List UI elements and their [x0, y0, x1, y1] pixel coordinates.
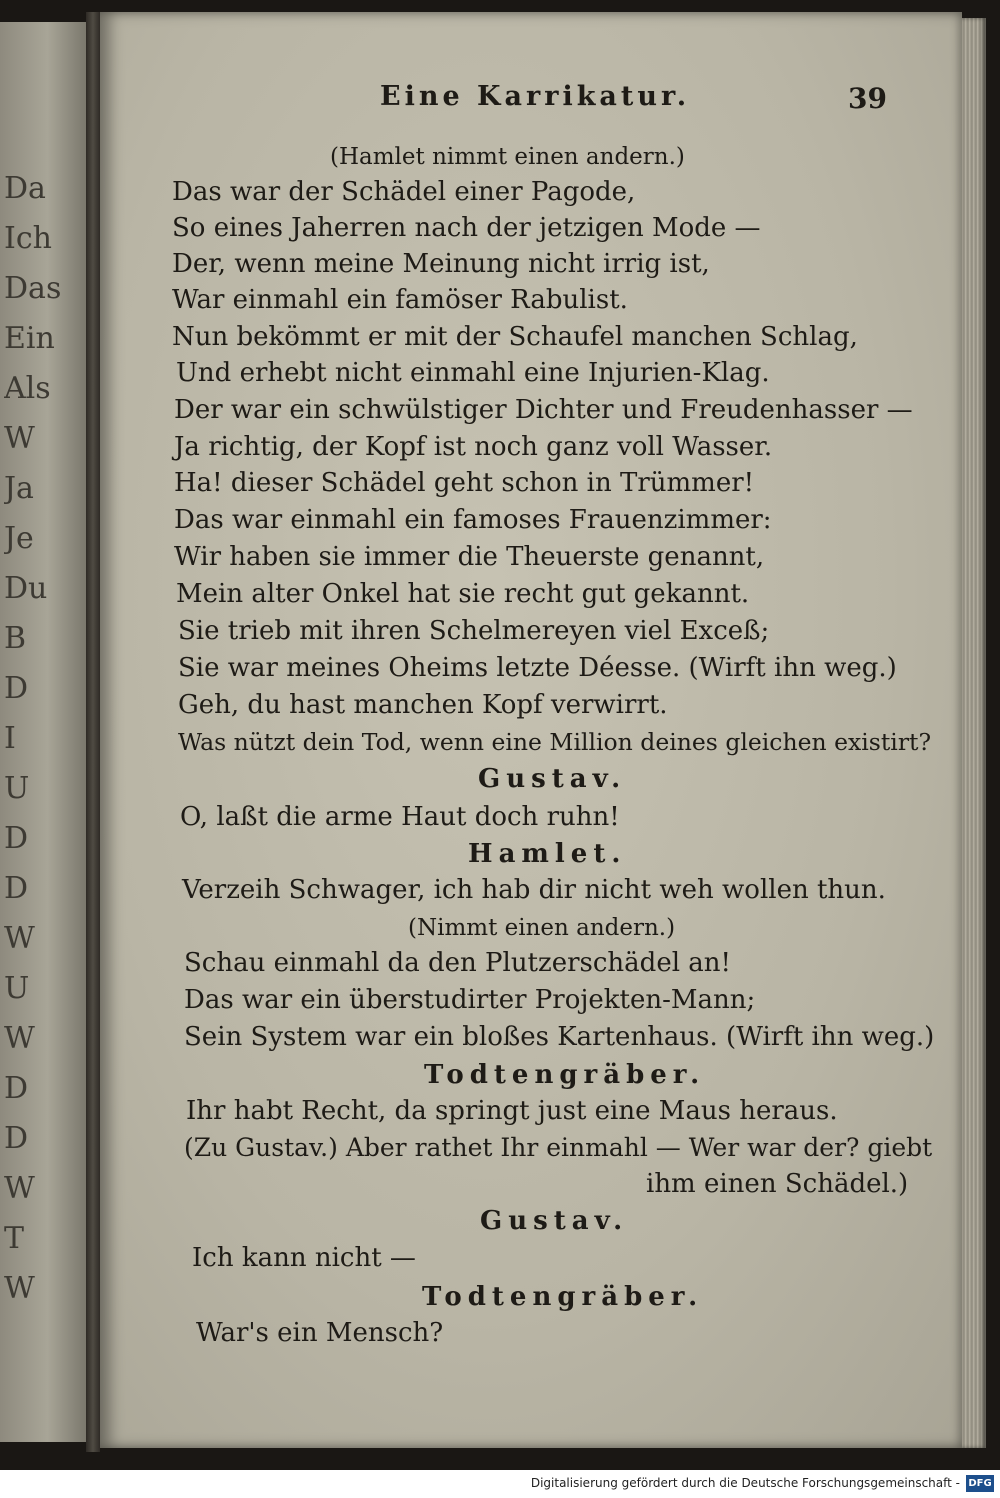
verse-line: O, laßt die arme Haut doch ruhn! [180, 802, 620, 832]
left-page-mark: W [4, 1172, 35, 1206]
speaker-name: Gustav. [480, 1206, 629, 1236]
verse-line: Das war einmahl ein famoses Frauenzimmer: [174, 505, 772, 535]
left-page-mark: D [4, 1122, 29, 1156]
page-number: 39 [848, 82, 887, 115]
verse-line: Verzeih Schwager, ich hab dir nicht weh wollen thun. [182, 875, 886, 905]
verse-line: Das war ein überstudirter Projekten-Mann; [184, 985, 756, 1015]
verse-line: Mein alter Onkel hat sie recht gut gekannt. [176, 579, 750, 609]
verse-line: Ja richtig, der Kopf ist noch ganz voll Wasser. [174, 432, 773, 462]
verse-line: Sie trieb mit ihren Schelmereyen viel Exceß; [178, 616, 770, 646]
verse-line: Was nützt dein Tod, wenn eine Million deines gleichen existirt? [178, 728, 932, 756]
stage-direction: (Hamlet nimmt einen andern.) [330, 144, 685, 170]
left-page-mark: D [4, 822, 29, 856]
left-page-mark: W [4, 422, 35, 456]
verse-line: Ich kann nicht — [192, 1243, 416, 1273]
funding-credit: Digitalisierung gefördert durch die Deutsche Forschungsgemeinschaft - [530, 1476, 960, 1490]
left-page-mark: I [4, 722, 16, 756]
left-page-mark: B [4, 622, 27, 656]
verse-line: Und erhebt nicht einmahl eine Injurien-Klag. [176, 358, 770, 388]
stage-direction: (Nimmt einen andern.) [408, 915, 676, 941]
speaker-name: Hamlet. [468, 839, 627, 869]
left-page-mark: W [4, 1022, 35, 1056]
left-page-mark: U [4, 772, 30, 806]
speaker-name: Gustav. [478, 764, 627, 794]
verse-line: War's ein Mensch? [196, 1318, 444, 1348]
left-page-mark: Ich [4, 222, 52, 256]
left-page-mark: Als [4, 372, 51, 406]
left-page-mark: Du [4, 572, 48, 606]
left-page-mark: Ja [4, 472, 34, 506]
verse-line: War einmahl ein famöser Rabulist. [172, 285, 628, 315]
book-gutter [86, 12, 100, 1452]
verse-line: Sein System war ein bloßes Kartenhaus. (Wirft ihn weg.) [184, 1022, 935, 1052]
speaker-name: Todtengräber. [422, 1282, 704, 1312]
verse-line: Der war ein schwülstiger Dichter und Freudenhasser — [174, 395, 913, 425]
speaker-name: Todtengräber. [424, 1060, 706, 1090]
dfg-logo: DFG [966, 1475, 994, 1492]
verse-line: Ha! dieser Schädel geht schon in Trümmer! [174, 468, 755, 498]
verse-line: Schau einmahl da den Plutzerschädel an! [184, 948, 731, 978]
verse-line: (Zu Gustav.) Aber rathet Ihr einmahl — Wer war der? giebt [184, 1133, 933, 1162]
left-page-mark: U [4, 972, 30, 1006]
left-page-mark: Da [4, 172, 46, 206]
left-page-mark: Das [4, 272, 62, 306]
left-page-mark: W [4, 922, 35, 956]
left-page-mark: D [4, 872, 29, 906]
verse-line: So eines Jaherren nach der jetzigen Mode — [172, 213, 761, 243]
left-page-mark: D [4, 672, 29, 706]
left-page-mark: T [4, 1222, 25, 1256]
verse-line: Der, wenn meine Meinung nicht irrig ist, [172, 249, 710, 279]
left-page-mark: Je [4, 522, 34, 556]
verse-line: Geh, du hast manchen Kopf verwirrt. [178, 690, 668, 720]
left-page-edge [0, 22, 86, 1442]
verse-line: Nun bekömmt er mit der Schaufel manchen Schlag, [172, 322, 858, 352]
stage-direction: ihm einen Schädel.) [646, 1169, 909, 1199]
left-page-mark: W [4, 1272, 35, 1306]
page-edges [962, 18, 986, 1448]
left-page-mark: Ein [4, 322, 55, 356]
footer-bar [0, 1470, 1000, 1498]
verse-line: Sie war meines Oheims letzte Déesse. (Wirft ihn weg.) [178, 653, 897, 683]
verse-line: Das war der Schädel einer Pagode, [172, 177, 636, 207]
running-header-title: Eine Karrikatur. [380, 81, 691, 112]
left-page-margin-text [0, 22, 86, 1442]
verse-line: Wir haben sie immer die Theuerste genannt, [174, 542, 765, 572]
verse-line: Ihr habt Recht, da springt just eine Maus heraus. [186, 1096, 838, 1126]
left-page-mark: D [4, 1072, 29, 1106]
